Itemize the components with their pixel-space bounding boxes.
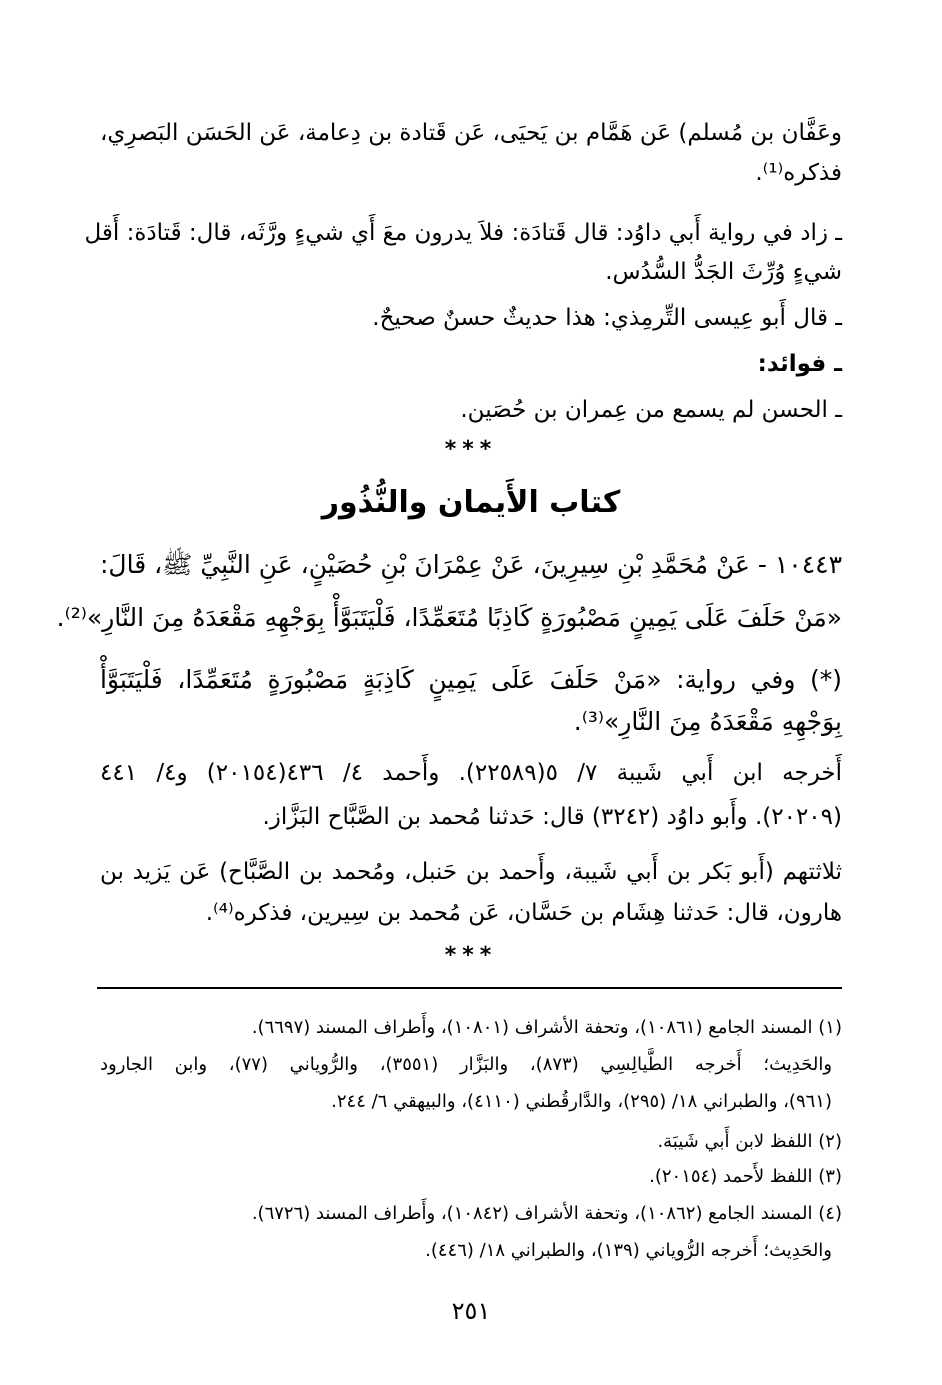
body-line-4: شيءٍ وُرِّثَ الجَدُّ السُّدُس.	[605, 259, 842, 285]
footnote-4-cont: والحَدِيث؛ أَخرجه الرُّوياني (١٣٩)، والطبراني ١٨/ (٤٤٦).	[425, 1240, 832, 1261]
footnote-4: (٤) المسند الجامع (١٠٨٦٢)، وتحفة الأشراف (١٠٨٤٢)، وأَطراف المسند (٦٧٢٦).	[251, 1203, 842, 1224]
hadith-line-2: «مَنْ حَلَفَ عَلَى يَمِينٍ مَصْبُورَةٍ كَاذِبًا مُتَعَمِّدًا، فَلْيَتَبَوَّأْ بِوَجْهِهِ مَقْعَدَهُ مِنَ النَّارِ»⁽²⁾.	[56, 603, 842, 632]
hadith-line-4: بِوَجْهِهِ مَقْعَدَهُ مِنَ النَّارِ»⁽³⁾.	[573, 707, 842, 736]
chapter-heading: كتاب الأَيمان والنُّذُور	[321, 485, 621, 520]
body-line-1: وعَفَّان بن مُسلم) عَن هَمَّام بن يَحيَى، عَن قَتادة بن دِعامة، عَن الحَسَن البَصرِي،	[100, 120, 842, 146]
footnote-3: (٣) اللفظ لأَحمد (٢٠١٥٤).	[649, 1166, 842, 1187]
hadith-line-3: (*) وفي رواية: «مَنْ حَلَفَ عَلَى يَمِينٍ كَاذِبَةٍ مَصْبُورَةٍ مُتَعَمِّدًا، فَلْيَتَبَوَّأْ	[100, 665, 842, 694]
hadith-line-1: ١٠٤٤٣ - عَنْ مُحَمَّدِ بْنِ سِيرِينَ، عَنْ عِمْرَانَ بْنِ حُصَيْنٍ، عَنِ النَّبِيِّ ﷺ، قَالَ:	[100, 550, 842, 579]
separator-stars: ***	[444, 437, 498, 462]
page-number: ٢٥١	[451, 1297, 491, 1325]
body-line-5: ـ قال أَبو عِيسى التِّرمِذي: هذا حديثٌ حسنٌ صحيحٌ.	[372, 305, 842, 331]
takhrij-line-1: أَخرجه ابن أَبي شَيبة ٧/ ٥(٢٢٥٨٩). وأَحمد ٤/ ٤٣٦(٢٠١٥٤) و٤/ ٤٤١	[100, 760, 842, 786]
separator-stars: ***	[444, 943, 498, 968]
footnote-1-cont2: (٩٦١)، والطبراني ١٨/ (٢٩٥)، والدَّارقُطني (٤١١٠)، والبيهقي ٦/ ٢٤٤.	[331, 1091, 832, 1112]
takhrij-line-2: (٢٠٢٠٩). وأَبو داوُد (٣٢٤٢) قال: حَدثنا مُحمد بن الصَّبَّاح البَزَّاز.	[262, 804, 842, 830]
fawaid-label: ـ فوائد:	[757, 351, 842, 377]
takhrij-line-3: ثلاثتهم (أَبو بَكر بن أَبي شَيبة، وأَحمد بن حَنبل، ومُحمد بن الصَّبَّاح) عَن يَزيد بن	[100, 859, 842, 885]
body-line-7: ـ الحسن لم يسمع من عِمران بن حُصَين.	[460, 397, 842, 423]
body-line-3: ـ زاد في رواية أَبي داوُد: قال قَتادَة: فلاَ يدرون معَ أَي شيءٍ ورَّثَه، قال: قَتادَة: أَقل	[84, 220, 842, 246]
footnote-2: (٢) اللفظ لابن أَبي شَيبَة.	[657, 1131, 842, 1152]
footnote-1: (١) المسند الجامع (١٠٨٦١)، وتحفة الأشراف (١٠٨٠١)، وأَطراف المسند (٦٦٩٧).	[251, 1017, 842, 1038]
takhrij-line-4: هارون، قال: حَدثنا هِشَام بن حَسَّان، عَن مُحمد بن سِيرين، فذكره⁽⁴⁾.	[205, 900, 842, 926]
footnote-1-cont: والحَدِيث؛ أَخرجه الطَّيالِسِي (٨٧٣)، والبَزَّار (٣٥٥١)، والرُّوياني (٧٧)، وابن الجارود	[100, 1054, 833, 1075]
footnote-divider	[97, 987, 842, 989]
body-line-2: فذكره⁽¹⁾.	[755, 160, 842, 186]
